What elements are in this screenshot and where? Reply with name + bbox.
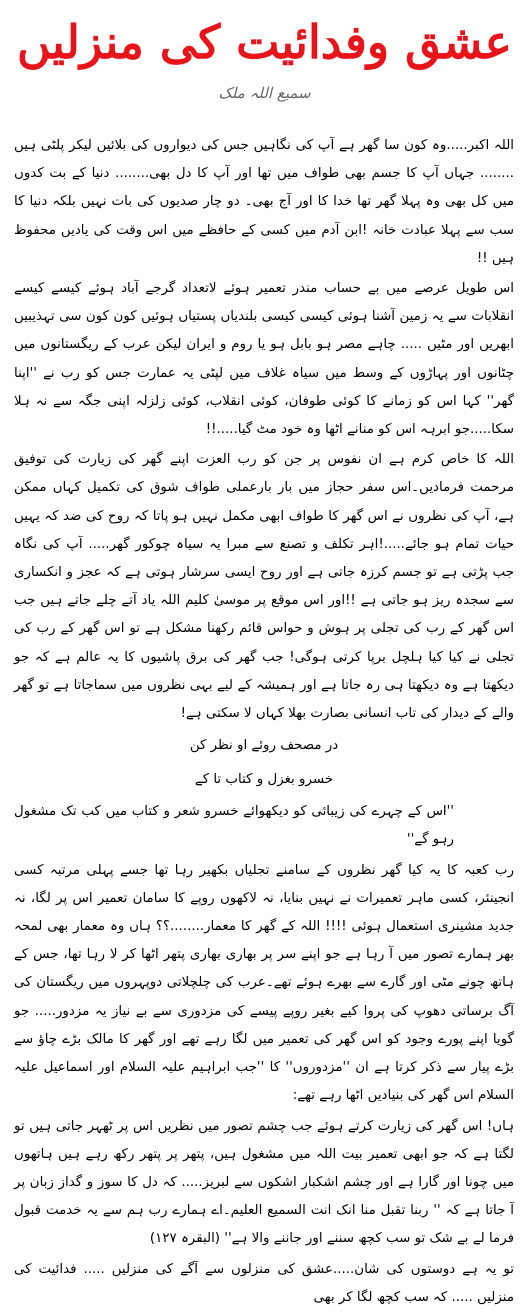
verse-translation: ''اس کے چہرے کی زیبائی کو دیکھوائے خسرو شعر و کتاب میں کب تک مشغول رہو گے'' [14,804,454,848]
verse-line: خسرو بغزل و کتاب تا کے [194,772,334,788]
paragraph: اللہ کا خاص کرم ہے ان نفوس پر جن کو رب العزت اپنے گھر کی زیارت کی توفیق مرحمت فرمادیں۔اس سفر حجاز میں بار بارعملی طواف شوق کی تکمیل کہاں ممکن ہے، آپ کی نظروں نے اس گھر کا طواف ابھی مکمل نہیں ہو پاتا کہ روح کی ضد کہ یہیں حیات تمام ہو جائے.....!اہر تکلف و تصنع سے مبرا یہ سیاہ چوکور گھر..... آپ کی نگاہ جب پڑتی ہے تو جسم کرزہ جاتی ہے اور روح ایسی سرشار ہوتی ہے کہ عجز و انکساری سے سجدہ ریز ہو جاتی ہے !!اور اس موقع پر موسیٰ کلیم اللہ یاد آتے چلے جاتے ہیں جب اس گھر کے رب کی تجلی پر ہوش و حواس قائم رکھنا مشکل ہے تو اس گھر کے رب کی تجلی نے کیا کیا ہلچل برپا کرتی ہوگی! جب گھر کی برق پاشیوں کا یہ عالم ہے کہ جو دیکھتا ہے وہ دیکھتا ہی رہ جاتا ہے اور ہمیشہ کے لیے بہی نظروں میں سماجاتا ہے تو گھر والے کے دیدار کی تاب انسانی بصارت بھلا کہاں لا سکتی ہے! [14,452,514,722]
paragraph: اس طویل عرصے میں بے حساب مندر تعمیر ہوئے لاتعداد گرجے آباد ہوئے کیسے کیسے انقلابات سے یہ زمین آشنا ہوئی کیسی کیسی بلندیاں پستیاں ہوئیں کون کون سی تہذیبیں ابھریں اور مٹیں ..... چاہے مصر ہو بابل ہو یا روم و ایران لیکن عرب کے ریگستانوں میں چٹانوں اور پہاڑوں کے وسط میں سیاہ غلاف میں لپٹی یہ عمارت جس کو رب نے ''اپنا گھر'' کہا اس کو زمانے کا کوئی طوفان، کوئی انقلاب، کوئی زلزلہ اپنی جگہ سے نہ ہلا سکا.....جو ابرہہ اس کو منانے اٹھا وہ خود مٹ گیا.....!! [14,281,514,438]
paragraph: تو یہ ہے دوستوں کی شان.....عشق کی منزلوں سے آگے کی منزلیں ..... فدائیت کی منزلیں ..... کہ سب کچھ لگا کر بھی [14,1261,514,1305]
author-name: سمیع اللہ ملک [218,84,311,102]
article-title: عشق وفدائیت کی منزلیں [17,15,512,69]
paragraph: رب کعبہ کا یہ کیا گھر نظروں کے سامنے تجلیاں بکھیر رہا تھا جسے پہلی مرتبہ کسی انجینئر، کسی ماہر تعمیرات نے نہیں بنایا، نہ لاکھوں روپے کا سامان تعمیر اس پر لگا، نہ جدید مشینری استعمال ہوئی !!!! اللہ کے گھر کا معمار........؟؟ ہاں وہ معمار بھی لمحہ بھر ہمارے تصور میں آ رہا ہے جو اپنے سر پر بھاری بھاری پتھر اٹھا کر لا رہا تھا، جس کے ہاتھ چونے مٹی اور گارے سے بھرے ہوئے تھے۔عرب کی چلچلاتی دوپہروں میں ریگستان کی آگ برساتی دھوپ کی پروا کیے بغیر روپے پیسے کی مزدوری سے بے نیاز یہ مزدور..... جو گویا اپنے پورے وجود کو اس گھر کی تعمیر میں لگا رہے تھے اور گھر کا مالک بڑے چاؤ سے بڑے پیار سے ذکر کرتا ہے ان ''مزدوروں'' کا ''جب ابراہیم علیہ السلام اور اسماعیل علیہ السلام اس گھر کی بنیادیں اٹھا رہے تھے: [14,862,514,1104]
paragraph: ہاں! اس گھر کی زیارت کرتے ہوئے جب چشم تصور میں نظریں اس پر ٹھہر جاتی ہیں تو لگتا ہے کہ جو ابھی تعمیر بیت اللہ میں مشغول ہیں، پتھر پر پتھر رکھ رہے ہیں ہاتھوں میں چونا اور گارا ہے اور چشم اشکبار اشکوں سے لبریز..... کہ دل کا سوز و گداز زبان پر آ جاتا ہے کہ '' ربنا تقبل منا انک انت السمیع العلیم۔اے ہمارے رب ہم سے یہ خدمت قبول فرما لے بے شک تو سب کچھ سننے اور جاننے والا ہے'' (البقرہ ۱۲۷) [14,1118,514,1247]
article-body [14,132,514,1312]
verse-line: در مصحف روئے او نظر کن [189,738,339,754]
paragraph: اللہ اکبر.....وہ کون سا گھر ہے آپ کی نگاہیں جس کی دیواروں کی بلائیں لیکر پلٹی ہیں ........ جہاں آپ کا جسم بھی طواف میں تھا اور آپ کا دل بھی........ دنیا کے بت کدوں میں کل بھی وہ پہلا گھر تھا خدا کا اور آج بھی۔ دو چار صدیوں کی بات نہیں بلکہ دنیا کا سب سے پہلا عبادت خانہ !ابن آدم میں کسی کے حافظے میں اس وقت کی یادیں محفوظ ہیں !! [14,138,514,266]
